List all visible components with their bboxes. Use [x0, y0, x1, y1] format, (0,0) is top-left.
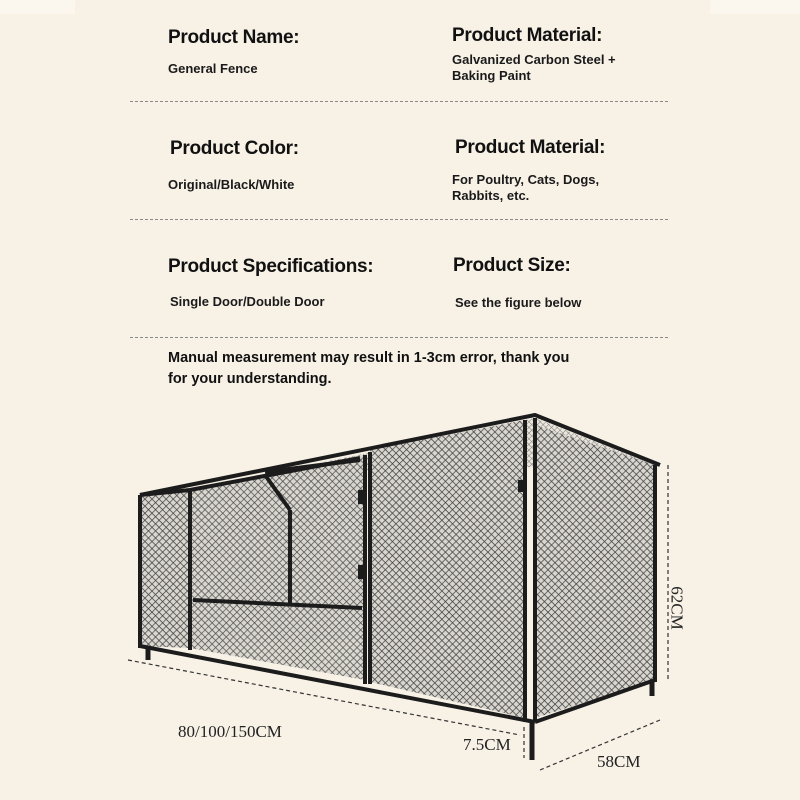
- size-value: See the figure below: [455, 295, 582, 310]
- cage-left-mesh: [140, 490, 190, 648]
- cage-front-left-mesh: [190, 455, 365, 680]
- usage-value-line1: For Poultry, Cats, Dogs,: [452, 172, 600, 187]
- note-line2: for your understanding.: [168, 371, 332, 387]
- color-value: Original/Black/White: [168, 177, 295, 192]
- material-value-line2: Baking Paint: [452, 68, 531, 83]
- dimension-leg: 7.5CM: [463, 735, 511, 754]
- dimension-height: 62CM: [667, 586, 687, 630]
- usage-value-line2: Rabbits, etc.: [452, 188, 530, 203]
- spec-value: Single Door/Double Door: [170, 294, 325, 309]
- material-value-line1: Galvanized Carbon Steel +: [452, 52, 616, 67]
- note-line1: Manual measurement may result in 1-3cm error, thank you: [168, 350, 570, 366]
- cage-door-mesh: [370, 420, 525, 718]
- size-label: Product Size:: [453, 255, 571, 276]
- color-label: Product Color:: [170, 138, 299, 159]
- cage-right-mesh: [535, 425, 655, 718]
- spec-label: Product Specifications:: [168, 256, 374, 277]
- usage-label: Product Material:: [455, 137, 606, 158]
- product-name-value: General Fence: [168, 61, 258, 76]
- material-label: Product Material:: [452, 25, 603, 46]
- product-name-label: Product Name:: [168, 27, 300, 48]
- dimension-depth: 58CM: [597, 752, 641, 771]
- dimension-length: 80/100/150CM: [178, 722, 282, 741]
